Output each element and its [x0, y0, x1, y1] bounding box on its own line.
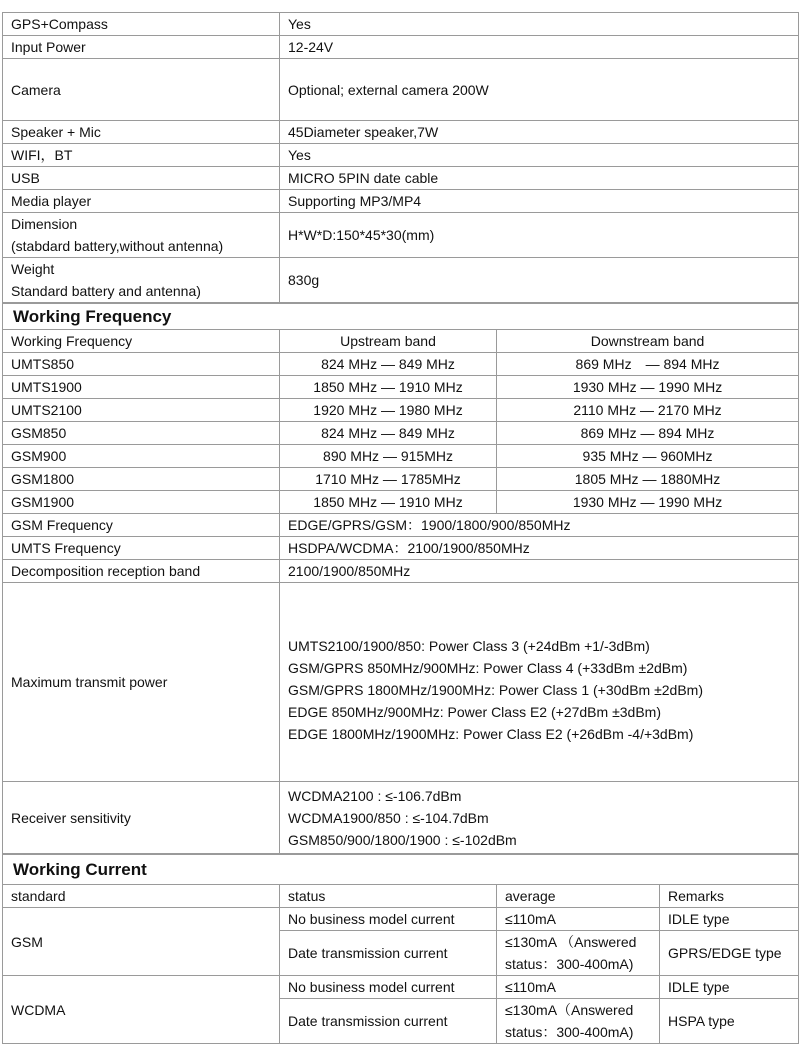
- downstream-band: 1930 MHz — 1990 MHz: [497, 376, 799, 399]
- spec-row-input-power: [3, 36, 799, 59]
- spec-label: Input Power: [3, 36, 280, 59]
- working-frequency-table: [2, 303, 799, 854]
- gsm-frequency-row: [3, 514, 799, 537]
- spec-label: WIFI，BT: [3, 144, 280, 167]
- spec-row-speaker: [3, 121, 799, 144]
- upstream-band: 1850 MHz — 1910 MHz: [280, 491, 497, 514]
- standard-cell: GSM: [3, 908, 280, 976]
- reception-band-row: [3, 560, 799, 583]
- spec-value: 2100/1900/850MHz: [280, 560, 799, 583]
- spec-row-gps: [3, 13, 799, 36]
- spec-label: USB: [3, 167, 280, 190]
- frequency-row: [3, 422, 799, 445]
- spec-value: 45Diameter speaker,7W: [280, 121, 799, 144]
- transmit-power-line: GSM/GPRS 850MHz/900MHz: Power Class 4 (+33dBm ±2dBm): [288, 660, 688, 676]
- column-header: Working Frequency: [3, 330, 280, 353]
- spec-value: HSDPA/WCDMA：2100/1900/850MHz: [280, 537, 799, 560]
- upstream-band: 824 MHz — 849 MHz: [280, 422, 497, 445]
- spec-label: GSM Frequency: [3, 514, 280, 537]
- spec-label: [3, 213, 280, 258]
- spec-row-weight: [3, 258, 799, 303]
- spec-label: UMTS Frequency: [3, 537, 280, 560]
- umts-frequency-row: [3, 537, 799, 560]
- spec-label: Receiver sensitivity: [3, 782, 280, 854]
- upstream-band: 1850 MHz — 1910 MHz: [280, 376, 497, 399]
- band-name: GSM850: [3, 422, 280, 445]
- spec-value: 830g: [280, 258, 799, 303]
- spec-label-line: Standard battery and antenna): [11, 283, 201, 299]
- band-name: GSM900: [3, 445, 280, 468]
- average-line: ≤130mA（Answered: [505, 1002, 634, 1018]
- spec-value: 12-24V: [280, 36, 799, 59]
- spec-label: Media player: [3, 190, 280, 213]
- general-specs-table: [2, 12, 799, 303]
- spec-label-line: Weight: [11, 261, 55, 277]
- spec-value: [280, 782, 799, 854]
- frequency-row: [3, 468, 799, 491]
- average-cell: ≤110mA: [497, 976, 660, 999]
- downstream-band: 1805 MHz — 1880MHz: [497, 468, 799, 491]
- spec-label: Decomposition reception band: [3, 560, 280, 583]
- status-cell: No business model current: [280, 908, 497, 931]
- status-cell: No business model current: [280, 976, 497, 999]
- spec-row-dimension: [3, 213, 799, 258]
- spec-sheet: [0, 12, 800, 1044]
- spec-value: Yes: [280, 144, 799, 167]
- spec-value: EDGE/GPRS/GSM：1900/1800/900/850MHz: [280, 514, 799, 537]
- band-name: GSM1800: [3, 468, 280, 491]
- status-cell: Date transmission current: [280, 931, 497, 976]
- spec-value: Yes: [280, 13, 799, 36]
- downstream-band: 869 MHz — 894 MHz: [497, 353, 799, 376]
- spec-label: GPS+Compass: [3, 13, 280, 36]
- section-heading-row: [3, 304, 799, 330]
- section-heading-current: Working Current: [3, 855, 799, 885]
- sensitivity-line: WCDMA1900/850 : ≤-104.7dBm: [288, 809, 489, 826]
- average-cell: ≤110mA: [497, 908, 660, 931]
- downstream-band: 1930 MHz — 1990 MHz: [497, 491, 799, 514]
- band-name: GSM1900: [3, 491, 280, 514]
- spec-value: H*W*D:150*45*30(mm): [280, 213, 799, 258]
- column-header: Upstream band: [280, 330, 497, 353]
- working-current-table: [2, 854, 799, 1044]
- column-header: average: [497, 885, 660, 908]
- average-cell: [497, 931, 660, 976]
- frequency-row: [3, 491, 799, 514]
- remarks-cell: IDLE type: [660, 976, 799, 999]
- band-name: UMTS850: [3, 353, 280, 376]
- current-header-row: [3, 885, 799, 908]
- spec-value: Optional; external camera 200W: [280, 59, 799, 121]
- downstream-band: 869 MHz — 894 MHz: [497, 422, 799, 445]
- section-heading-frequency: Working Frequency: [3, 304, 799, 330]
- upstream-band: 1710 MHz — 1785MHz: [280, 468, 497, 491]
- standard-cell: WCDMA: [3, 976, 280, 1044]
- spec-label-line: Dimension: [11, 216, 78, 232]
- frequency-row: [3, 353, 799, 376]
- spec-row-camera: [3, 59, 799, 121]
- band-name: UMTS2100: [3, 399, 280, 422]
- spec-value: MICRO 5PIN date cable: [280, 167, 799, 190]
- spec-label: Maximum transmit power: [3, 583, 280, 782]
- column-header: status: [280, 885, 497, 908]
- transmit-power-row: [3, 583, 799, 782]
- frequency-row: [3, 376, 799, 399]
- transmit-power-line: EDGE 850MHz/900MHz: Power Class E2 (+27dBm ±3dBm): [288, 704, 661, 720]
- average-line: status：300-400mA): [505, 1024, 634, 1040]
- spec-value: [280, 583, 799, 782]
- section-heading-row: [3, 855, 799, 885]
- remarks-cell: GPRS/EDGE type: [660, 931, 799, 976]
- current-row: [3, 976, 799, 999]
- spec-label: Camera: [3, 59, 280, 121]
- average-line: ≤130mA （Answered: [505, 934, 637, 950]
- spec-label-line: (stabdard battery,without antenna): [11, 238, 224, 254]
- status-cell: Date transmission current: [280, 999, 497, 1044]
- frequency-header-row: [3, 330, 799, 353]
- remarks-cell: HSPA type: [660, 999, 799, 1044]
- spec-row-wifi-bt: [3, 144, 799, 167]
- average-line: status：300-400mA): [505, 956, 634, 972]
- frequency-row: [3, 399, 799, 422]
- sensitivity-line: GSM850/900/1800/1900 : ≤-102dBm: [288, 831, 517, 848]
- current-row: [3, 908, 799, 931]
- downstream-band: 935 MHz — 960MHz: [497, 445, 799, 468]
- column-header: Remarks: [660, 885, 799, 908]
- transmit-power-line: UMTS2100/1900/850: Power Class 3 (+24dBm +1/-3dBm): [288, 638, 650, 654]
- frequency-row: [3, 445, 799, 468]
- upstream-band: 1920 MHz — 1980 MHz: [280, 399, 497, 422]
- column-header: standard: [3, 885, 280, 908]
- spec-label: Speaker + Mic: [3, 121, 280, 144]
- transmit-power-line: EDGE 1800MHz/1900MHz: Power Class E2 (+26dBm -4/+3dBm): [288, 726, 694, 742]
- sensitivity-line: WCDMA2100 : ≤-106.7dBm: [288, 787, 462, 804]
- remarks-cell: IDLE type: [660, 908, 799, 931]
- spec-row-usb: [3, 167, 799, 190]
- receiver-sensitivity-row: [3, 782, 799, 854]
- upstream-band: 824 MHz — 849 MHz: [280, 353, 497, 376]
- column-header: Downstream band: [497, 330, 799, 353]
- average-cell: [497, 999, 660, 1044]
- upstream-band: 890 MHz — 915MHz: [280, 445, 497, 468]
- band-name: UMTS1900: [3, 376, 280, 399]
- spec-label: [3, 258, 280, 303]
- downstream-band: 2110 MHz — 2170 MHz: [497, 399, 799, 422]
- transmit-power-line: GSM/GPRS 1800MHz/1900MHz: Power Class 1 (+30dBm ±2dBm): [288, 682, 703, 698]
- spec-value: Supporting MP3/MP4: [280, 190, 799, 213]
- spec-row-media-player: [3, 190, 799, 213]
